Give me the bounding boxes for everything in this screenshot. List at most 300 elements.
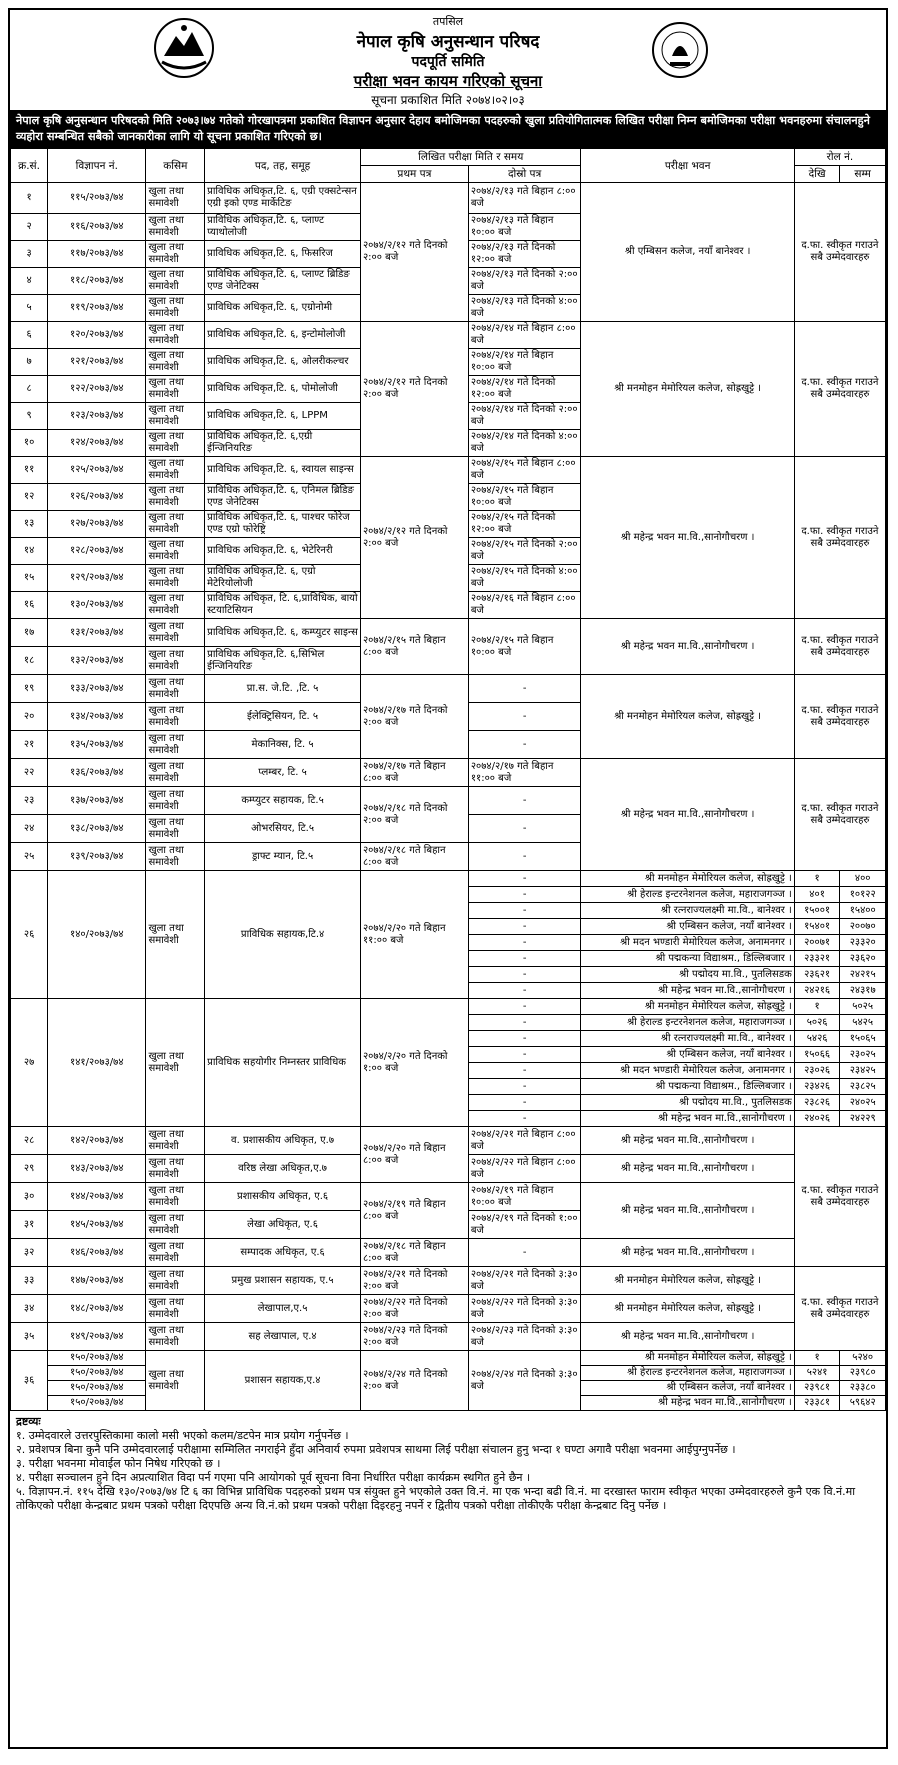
second-paper-date: २०७४/२/१३ गते दिनको १२:०० बजे	[468, 241, 581, 268]
row-adv: १३०/२०७३/७४	[48, 592, 146, 619]
notes-section	[10, 1411, 886, 1517]
row-adv: १४९/२०७३/७४	[48, 1323, 146, 1351]
col-venue: परीक्षा भवन	[581, 149, 794, 183]
table-row	[11, 871, 886, 887]
row-post: प्राविधिक अधिकृत,टि. ६, LPPM	[205, 403, 361, 430]
row-sn: १८	[11, 647, 48, 675]
first-paper-date: २०७४/२/१८ गते दिनको २:०० बजे	[360, 787, 468, 843]
row-type: खुला तथा समावेशी	[146, 1351, 205, 1411]
col-first: प्रथम पत्र	[360, 166, 468, 183]
row-type: खुला तथा समावेशी	[146, 538, 205, 565]
second-paper-date: २०७४/२/२३ गते दिनको ३:३० बजे	[468, 1323, 581, 1351]
committee-title: पदपूर्ति समिति	[411, 54, 485, 70]
roll-from: २३३२१	[794, 951, 840, 967]
second-paper-date: -	[468, 1047, 581, 1063]
row-adv: १४३/२०७३/७४	[48, 1155, 146, 1183]
second-paper-date: -	[468, 1031, 581, 1047]
roll-to: ४००	[840, 871, 886, 887]
roll-from: १	[794, 999, 840, 1015]
row-adv: १३७/२०७३/७४	[48, 787, 146, 815]
roll-to: २४०२५	[840, 1095, 886, 1111]
row-type: खुला तथा समावेशी	[146, 241, 205, 268]
row-post: प्राविधिक अधिकृत,टि. ६, इन्टोमोलोजी	[205, 322, 361, 349]
roll-to: २३३८०	[840, 1381, 886, 1396]
venue: श्री एम्बिसन कलेज, नयाँ बानेश्वर ।	[581, 1047, 794, 1063]
row-post: ओभरसियर, टि.५	[205, 815, 361, 843]
col-to: सम्म	[840, 166, 886, 183]
row-adv: १३९/२०७३/७४	[48, 843, 146, 871]
roll-to: २३६२०	[840, 951, 886, 967]
col-roll: रोल नं.	[794, 149, 885, 166]
row-adv: १५०/२०७३/७४	[48, 1351, 146, 1366]
second-paper-date: -	[468, 1095, 581, 1111]
second-paper-date: २०७४/२/१३ गते दिनको ४:०० बजे	[468, 295, 581, 322]
row-post: लेखा अधिकृत, ए.६	[205, 1211, 361, 1239]
second-paper-date: -	[468, 1063, 581, 1079]
roll-range: द.फा. स्वीकृत गराउने सबै उम्मेदवारहरु	[794, 322, 885, 457]
row-sn: ९	[11, 403, 48, 430]
col-from: देखि	[794, 166, 840, 183]
row-post: प्राविधिक अधिकृत,टि. ६, एग्री एक्सटेन्सन एग्री इको एण्ड मार्केटिङ	[205, 183, 361, 214]
roll-from: २३४२६	[794, 1079, 840, 1095]
second-paper-date: -	[468, 903, 581, 919]
header-top: तपसिल	[432, 15, 464, 28]
col-sn: क्र.सं.	[11, 149, 48, 183]
row-type: खुला तथा समावेशी	[146, 322, 205, 349]
row-adv: १३३/२०७३/७४	[48, 675, 146, 703]
table-row	[11, 1183, 886, 1211]
first-paper-date: २०७४/२/२४ गते दिनको २:०० बजे	[360, 1351, 468, 1411]
row-type: खुला तथा समावेशी	[146, 759, 205, 787]
row-type: खुला तथा समावेशी	[146, 1239, 205, 1267]
row-sn: १०	[11, 430, 48, 457]
row-type: खुला तथा समावेशी	[146, 183, 205, 214]
row-adv: १३५/२०७३/७४	[48, 731, 146, 759]
row-post: प्राविधिक अधिकृत,टि. ६, एग्रोनोमी	[205, 295, 361, 322]
second-paper-date: -	[468, 999, 581, 1015]
roll-range: द.फा. स्वीकृत गराउने सबै उम्मेदवारहरु	[794, 759, 885, 871]
roll-to: २३३२०	[840, 935, 886, 951]
roll-from: १५४०१	[794, 919, 840, 935]
second-paper-date: २०७४/२/१४ गते दिनको १२:०० बजे	[468, 376, 581, 403]
row-post: सह लेखापाल, ए.४	[205, 1323, 361, 1351]
row-type: खुला तथा समावेशी	[146, 815, 205, 843]
row-post: प्राविधिक अधिकृत,टि. ६, फिसरिज	[205, 241, 361, 268]
row-adv: ११९/२०७३/७४	[48, 295, 146, 322]
row-adv: १२६/२०७३/७४	[48, 484, 146, 511]
roll-from: २३९८१	[794, 1381, 840, 1396]
row-sn: १९	[11, 675, 48, 703]
roll-to: २३९८०	[840, 1366, 886, 1381]
roll-to: २३४२५	[840, 1063, 886, 1079]
notice-page	[8, 8, 888, 1749]
first-paper-date: २०७४/२/१२ गते दिनको २:०० बजे	[360, 183, 468, 322]
first-paper-date: २०७४/२/२० गते दिनको १:०० बजे	[360, 999, 468, 1127]
roll-to: २३८२५	[840, 1079, 886, 1095]
row-sn: २७	[11, 999, 48, 1127]
second-paper-date: -	[468, 731, 581, 759]
second-paper-date: -	[468, 1111, 581, 1127]
second-paper-date: २०७४/२/१५ गते बिहान १०:०० बजे	[468, 484, 581, 511]
second-paper-date: -	[468, 951, 581, 967]
roll-range: द.फा. स्वीकृत गराउने सबै उम्मेदवारहरु	[794, 619, 885, 675]
venue: श्री पद्मोदय मा.वि., पुतलिसडक	[581, 967, 794, 983]
second-paper-date: २०७४/२/२४ गते दिनको ३:३० बजे	[468, 1351, 581, 1411]
row-adv: १४८/२०७३/७४	[48, 1295, 146, 1323]
row-sn: ४	[11, 268, 48, 295]
row-type: खुला तथा समावेशी	[146, 376, 205, 403]
row-type: खुला तथा समावेशी	[146, 457, 205, 484]
second-paper-date: २०७४/२/१५ गते बिहान ८:०० बजे	[468, 457, 581, 484]
second-paper-date: २०७४/२/२२ गते बिहान ८:०० बजे	[468, 1155, 581, 1183]
venue: श्री महेन्द्र भवन मा.वि.,सानोगौचरण ।	[581, 457, 794, 619]
second-paper-date: -	[468, 703, 581, 731]
row-adv: १२२/२०७३/७४	[48, 376, 146, 403]
row-post: प्रमुख प्रशासन सहायक, ए.५	[205, 1267, 361, 1295]
row-sn: २३	[11, 787, 48, 815]
note-item: २. प्रवेशपत्र बिना कुनै पनि उम्मेदवारलाई परीक्षामा सम्मिलित नगराईने हुँदा अनिवार्य रुपमा प्रवेशपत्र साथमा लिई परीक्षा संचालन हुनु भन्दा १ घण्टा अगावै परीक्षा भवनमा आईपुग्नुपर्नेछ ।	[16, 1443, 736, 1456]
row-adv: १२९/२०७३/७४	[48, 565, 146, 592]
second-paper-date: २०७४/२/१४ गते दिनको २:०० बजे	[468, 403, 581, 430]
venue: श्री पद्मोदय मा.वि., पुतलिसडक	[581, 1095, 794, 1111]
second-paper-date: -	[468, 1239, 581, 1267]
venue: श्री मनमोहन मेमोरियल कलेज, सोह्रखुट्टे ।	[581, 1295, 794, 1323]
venue: श्री मनमोहन मेमोरियल कलेज, सोह्रखुट्टे ।	[581, 1267, 794, 1295]
second-paper-date: २०७४/२/१३ गते बिहान १०:०० बजे	[468, 214, 581, 241]
row-sn: १	[11, 183, 48, 214]
row-sn: ३	[11, 241, 48, 268]
second-paper-date: २०७४/२/१४ गते बिहान ८:०० बजे	[468, 322, 581, 349]
row-adv: ११७/२०७३/७४	[48, 241, 146, 268]
venue: श्री रत्नराज्यलक्ष्मी मा.वि., बानेश्वर ।	[581, 1031, 794, 1047]
row-sn: ८	[11, 376, 48, 403]
row-type: खुला तथा समावेशी	[146, 484, 205, 511]
row-sn: २५	[11, 843, 48, 871]
first-paper-date: २०७४/२/१८ गते बिहान ८:०० बजे	[360, 843, 468, 871]
row-sn: ७	[11, 349, 48, 376]
row-sn: २	[11, 214, 48, 241]
second-paper-date: -	[468, 887, 581, 903]
table-row	[11, 1267, 886, 1295]
table-row	[11, 1239, 886, 1267]
col-adv: विज्ञापन नं.	[48, 149, 146, 183]
table-row	[11, 457, 886, 484]
roll-to: १५४००	[840, 903, 886, 919]
row-adv: ११५/२०७३/७४	[48, 183, 146, 214]
row-adv: १३६/२०७३/७४	[48, 759, 146, 787]
table-row	[11, 183, 886, 214]
venue: श्री मनमोहन मेमोरियल कलेज, सोह्रखुट्टे ।	[581, 871, 794, 887]
row-sn: २२	[11, 759, 48, 787]
first-paper-date: २०७४/२/२० गते बिहान ८:०० बजे	[360, 1127, 468, 1183]
second-paper-date: २०७४/२/१३ गते दिनको २:०० बजे	[468, 268, 581, 295]
row-post: प्राविधिक अधिकृत,टि. ६, प्लाण्ट ब्रिडिङ एण्ड जेनेटिक्स	[205, 268, 361, 295]
row-type: खुला तथा समावेशी	[146, 295, 205, 322]
row-sn: २९	[11, 1155, 48, 1183]
row-post: कम्प्युटर सहायक, टि.५	[205, 787, 361, 815]
row-type: खुला तथा समावेशी	[146, 731, 205, 759]
row-sn: २१	[11, 731, 48, 759]
roll-range: द.फा. स्वीकृत गराउने सबै उम्मेदवारहरु	[794, 183, 885, 322]
second-paper-date: -	[468, 787, 581, 815]
venue: श्री हेराल्ड इन्टरनेशनल कलेज, महाराजगञ्ज ।	[581, 887, 794, 903]
second-paper-date: २०७४/२/१४ गते दिनको ४:०० बजे	[468, 430, 581, 457]
roll-to: १५०६५	[840, 1031, 886, 1047]
table-row	[11, 619, 886, 647]
venue: श्री महेन्द्र भवन मा.वि.,सानोगौचरण ।	[581, 1239, 794, 1267]
row-adv: १५०/२०७३/७४	[48, 1396, 146, 1411]
row-adv: १३४/२०७३/७४	[48, 703, 146, 731]
row-sn: ३४	[11, 1295, 48, 1323]
first-paper-date: २०७४/२/२० गते बिहान ११:०० बजे	[360, 871, 468, 999]
second-paper-date: -	[468, 983, 581, 999]
first-paper-date: २०७४/२/१२ गते दिनको २:०० बजे	[360, 322, 468, 457]
venue: श्री महेन्द्र भवन मा.वि.,सानोगौचरण ।	[581, 759, 794, 871]
second-paper-date: २०७४/२/२१ गते दिनको ३:३० बजे	[468, 1267, 581, 1295]
second-paper-date: -	[468, 967, 581, 983]
row-type: खुला तथा समावेशी	[146, 1183, 205, 1211]
row-post: प्राविधिक अधिकृत,टि. ६, कम्प्युटर साइन्स	[205, 619, 361, 647]
row-adv: १३२/२०७३/७४	[48, 647, 146, 675]
row-post: प्राविधिक अधिकृत, टि. ६,प्राविधिक, बायो स्टयाटिसियन	[205, 592, 361, 619]
row-post: प्रशासकीय अधिकृत, ए.६	[205, 1183, 361, 1211]
second-paper-date: २०७४/२/१४ गते बिहान १०:०० बजे	[468, 349, 581, 376]
row-adv: १२४/२०७३/७४	[48, 430, 146, 457]
row-post: लेखापाल,ए.५	[205, 1295, 361, 1323]
note-item: ४. परीक्षा सञ्चालन हुने दिन अप्रत्याशित विदा पर्न गएमा पनि आयोगको पूर्व सूचना विना निर्धारित परीक्षा कार्यक्रम स्थगित हुने छैन ।	[16, 1471, 531, 1484]
first-paper-date: २०७४/२/२३ गते दिनको २:०० बजे	[360, 1323, 468, 1351]
row-type: खुला तथा समावेशी	[146, 1323, 205, 1351]
roll-from: २४२१६	[794, 983, 840, 999]
row-post: प्राविधिक अधिकृत,टि. ६,एग्री ईन्जिनियरिङ	[205, 430, 361, 457]
row-type: खुला तथा समावेशी	[146, 1211, 205, 1239]
row-post: ड्राफ्ट म्यान, टि.५	[205, 843, 361, 871]
venue: श्री रत्नराज्यलक्ष्मी मा.वि., बानेश्वर ।	[581, 903, 794, 919]
row-post: व. प्रशासकीय अधिकृत, ए.७	[205, 1127, 361, 1155]
roll-from: १५००१	[794, 903, 840, 919]
row-sn: ३२	[11, 1239, 48, 1267]
roll-from: १	[794, 871, 840, 887]
table-row	[11, 1323, 886, 1351]
roll-from: १	[794, 1351, 840, 1366]
venue: श्री पद्मकन्या विद्याश्रम., डिल्लिबजार ।	[581, 1079, 794, 1095]
second-paper-date: २०७४/२/१५ गते बिहान १०:०० बजे	[468, 619, 581, 675]
venue: श्री मदन भण्डारी मेमोरियल कलेज, अनामनगर ।	[581, 935, 794, 951]
row-sn: ३६	[11, 1351, 48, 1411]
row-adv: १४७/२०७३/७४	[48, 1267, 146, 1295]
publish-date: सूचना प्रकाशित मिति २०७४।०२।०३	[371, 93, 525, 107]
first-paper-date: २०७४/२/१८ गते बिहान ८:०० बजे	[360, 1239, 468, 1267]
roll-from: २३०२६	[794, 1063, 840, 1079]
venue: श्री महेन्द्र भवन मा.वि.,सानोगौचरण ।	[581, 1127, 794, 1155]
row-adv: १४५/२०७३/७४	[48, 1211, 146, 1239]
first-paper-date: २०७४/२/१७ गते दिनको २:०० बजे	[360, 675, 468, 759]
row-adv: १४६/२०७३/७४	[48, 1239, 146, 1267]
row-adv: ११८/२०७३/७४	[48, 268, 146, 295]
col-type: कसिम	[146, 149, 205, 183]
roll-to: ५४२५	[840, 1015, 886, 1031]
row-type: खुला तथा समावेशी	[146, 268, 205, 295]
notice-banner: नेपाल कृषि अनुसन्धान परिषदको मिति २०७३।७४ गतेको गोरखापत्रमा प्रकाशित विज्ञापन अनुसार देहाय बमोजिमका पदहरुको खुला प्रतियोगितात्मक लिखित परीक्षा निम्न बमोजिमका परीक्षा भवनहरुमा संचालनहुने व्यहोरा सम्बन्धित सबैको जानकारीका लागि यो सूचना प्रकाशित गरिएको छ।	[10, 110, 886, 148]
row-type: खुला तथा समावेशी	[146, 511, 205, 538]
venue: श्री मनमोहन मेमोरियल कलेज, सोह्रखुट्टे ।	[581, 322, 794, 457]
row-adv: १४४/२०७३/७४	[48, 1183, 146, 1211]
roll-from: १५०६६	[794, 1047, 840, 1063]
row-sn: ३३	[11, 1267, 48, 1295]
row-type: खुला तथा समावेशी	[146, 703, 205, 731]
row-type: खुला तथा समावेशी	[146, 1295, 205, 1323]
venue: श्री हेराल्ड इन्टरनेशनल कलेज, महाराजगञ्ज ।	[581, 1015, 794, 1031]
second-paper-date: २०७४/२/१३ गते बिहान ८:०० बजे	[468, 183, 581, 214]
row-post: प्राविधिक अधिकृत,टि. ६, स्वायल साइन्स	[205, 457, 361, 484]
row-adv: १३८/२०७३/७४	[48, 815, 146, 843]
second-paper-date: -	[468, 1079, 581, 1095]
row-type: खुला तथा समावेशी	[146, 787, 205, 815]
venue: श्री मदन भण्डारी मेमोरियल कलेज, अनामनगर ।	[581, 1063, 794, 1079]
first-paper-date: २०७४/२/२१ गते दिनको २:०० बजे	[360, 1267, 468, 1295]
row-post: प्राविधिक अधिकृत,टि. ६, एग्रो मेटेरियोलोजी	[205, 565, 361, 592]
second-paper-date: २०७४/२/१९ गते बिहान १०:०० बजे	[468, 1183, 581, 1211]
notice-header	[10, 10, 886, 110]
note-item: ५. विज्ञापन.नं. ११५ देखि १३०/२०७३/७४ टि ६ का विभिन्न प्राविधिक पदहरुको प्रथम पत्र संयुक्त हुने भएकोले उक्त वि.नं. मा एक भन्दा बढी वि.नं. मा दरखास्त फाराम स्वीकृत भएका उम्मेदवारहरुले कुनै एक वि.नं.मा तोकिएको परीक्षा केन्द्रबाट प्रथम पत्रको परीक्षा दिएपछि अन्य वि.नं.को प्रथम पत्रको परीक्षा दिइरहनु नपर्ने र द्वितीय पत्रको परीक्षा तोकीएकै परीक्षा केन्द्रबाट दिनु पर्नेछ ।	[16, 1485, 856, 1512]
row-post: प्राविधिक अधिकृत,टि. ६, पाश्चर फोरेज एण्ड एग्रो फोरेष्ट्रि	[205, 511, 361, 538]
second-paper-date: -	[468, 843, 581, 871]
row-adv: १४०/२०७३/७४	[48, 871, 146, 999]
table-row	[11, 1295, 886, 1323]
venue: श्री महेन्द्र भवन मा.वि.,सानोगौचरण ।	[581, 1155, 794, 1183]
venue: श्री महेन्द्र भवन मा.वि.,सानोगौचरण ।	[581, 1323, 794, 1351]
second-paper-date: -	[468, 815, 581, 843]
venue: श्री महेन्द्र भवन मा.वि.,सानोगौचरण ।	[581, 1396, 794, 1411]
venue: श्री पद्मकन्या विद्याश्रम., डिल्लिबजार ।	[581, 951, 794, 967]
roll-range: द.फा. स्वीकृत गराउने सबै उम्मेदवारहरु	[794, 675, 885, 759]
row-post: प्राविधिक अधिकृत,टि. ६, पोमोलोजी	[205, 376, 361, 403]
row-type: खुला तथा समावेशी	[146, 843, 205, 871]
roll-range: द.फा. स्वीकृत गराउने सबै उम्मेदवारहरु	[794, 1127, 885, 1267]
first-paper-date: २०७४/२/२२ गते दिनको २:०० बजे	[360, 1295, 468, 1323]
roll-from: २३८२६	[794, 1095, 840, 1111]
row-type: खुला तथा समावेशी	[146, 1127, 205, 1155]
row-post: प्लम्बर, टि. ५	[205, 759, 361, 787]
notes-title: द्रष्टव्यः	[16, 1415, 41, 1428]
row-type: खुला तथा समावेशी	[146, 675, 205, 703]
venue: श्री हेराल्ड इन्टरनेशनल कलेज, महाराजगञ्ज ।	[581, 1366, 794, 1381]
row-sn: २४	[11, 815, 48, 843]
first-paper-date: २०७४/२/१९ गते बिहान ८:०० बजे	[360, 1183, 468, 1239]
table-row	[11, 322, 886, 349]
row-adv: १३१/२०७३/७४	[48, 619, 146, 647]
row-adv: १५०/२०७३/७४	[48, 1366, 146, 1381]
second-paper-date: -	[468, 1015, 581, 1031]
row-sn: ११	[11, 457, 48, 484]
narc-logo-icon	[650, 20, 710, 80]
row-adv: १२३/२०७३/७४	[48, 403, 146, 430]
row-type: खुला तथा समावेशी	[146, 647, 205, 675]
row-sn: ५	[11, 295, 48, 322]
row-post: वरिष्ठ लेखा अधिकृत,ए.७	[205, 1155, 361, 1183]
row-type: खुला तथा समावेशी	[146, 403, 205, 430]
second-paper-date: २०७४/२/१९ गते दिनको १:०० बजे	[468, 1211, 581, 1239]
table-row	[11, 675, 886, 703]
row-sn: १२	[11, 484, 48, 511]
row-sn: २०	[11, 703, 48, 731]
row-sn: ६	[11, 322, 48, 349]
row-type: खुला तथा समावेशी	[146, 214, 205, 241]
row-post: प्राविधिक अधिकृत,टि. ६, ओलरीकल्चर	[205, 349, 361, 376]
table-row	[11, 759, 886, 787]
table-row	[11, 1351, 886, 1366]
second-paper-date: २०७४/२/१७ गते बिहान ११:०० बजे	[468, 759, 581, 787]
row-sn: १४	[11, 538, 48, 565]
second-paper-date: -	[468, 871, 581, 887]
row-adv: १२०/२०७३/७४	[48, 322, 146, 349]
row-type: खुला तथा समावेशी	[146, 871, 205, 999]
row-sn: १६	[11, 592, 48, 619]
row-post: प्रशासन सहायक,ए.४	[205, 1351, 361, 1411]
roll-range: द.फा. स्वीकृत गराउने सबै उम्मेदवारहरु	[794, 457, 885, 619]
roll-to: २४२१५	[840, 967, 886, 983]
roll-from: ५४२६	[794, 1031, 840, 1047]
roll-to: २३०२५	[840, 1047, 886, 1063]
row-type: खुला तथा समावेशी	[146, 1267, 205, 1295]
first-paper-date: २०७४/२/१७ गते बिहान ८:०० बजे	[360, 759, 468, 787]
row-type: खुला तथा समावेशी	[146, 1155, 205, 1183]
col-second: दोस्रो पत्र	[468, 166, 581, 183]
row-post: प्रा.स. जे.टि. ,टि. ५	[205, 675, 361, 703]
row-sn: १७	[11, 619, 48, 647]
roll-from: ५०२६	[794, 1015, 840, 1031]
roll-to: ५९६४२	[840, 1396, 886, 1411]
row-type: खुला तथा समावेशी	[146, 430, 205, 457]
row-post: प्राविधिक अधिकृत,टि. ६, भेटेरिनरी	[205, 538, 361, 565]
roll-from: २००७१	[794, 935, 840, 951]
row-post: ईलेक्ट्रिसियन, टि. ५	[205, 703, 361, 731]
venue: श्री महेन्द्र भवन मा.वि.,सानोगौचरण ।	[581, 619, 794, 675]
second-paper-date: -	[468, 935, 581, 951]
roll-from: ४०१	[794, 887, 840, 903]
venue: श्री महेन्द्र भवन मा.वि.,सानोगौचरण ।	[581, 983, 794, 999]
row-post: मेकानिक्स, टि. ५	[205, 731, 361, 759]
row-type: खुला तथा समावेशी	[146, 565, 205, 592]
note-item: ३. परीक्षा भवनमा मोवाईल फोन निषेध गरिएको छ ।	[16, 1457, 221, 1470]
table-body	[11, 183, 886, 1411]
second-paper-date: २०७४/२/२१ गते बिहान ८:०० बजे	[468, 1127, 581, 1155]
roll-to: २४२२९	[840, 1111, 886, 1127]
venue: श्री मनमोहन मेमोरियल कलेज, सोह्रखुट्टे ।	[581, 1351, 794, 1366]
row-adv: १२१/२०७३/७४	[48, 349, 146, 376]
note-item: १. उम्मेदवारले उत्तरपुस्तिकामा कालो मसी भएको कलम/डटपेन मात्र प्रयोग गर्नुपर्नेछ ।	[16, 1429, 349, 1442]
table-row	[11, 999, 886, 1015]
second-paper-date: २०७४/२/२२ गते दिनको ३:३० बजे	[468, 1295, 581, 1323]
roll-to: ५२४०	[840, 1351, 886, 1366]
col-exam: लिखित परीक्षा मिति र समय	[360, 149, 581, 166]
org-title: नेपाल कृषि अनुसन्धान परिषद	[356, 32, 540, 52]
venue: श्री एम्बिसन कलेज, नयाँ बानेश्वर ।	[581, 183, 794, 322]
row-type: खुला तथा समावेशी	[146, 619, 205, 647]
row-post: प्राविधिक अधिकृत,टि. ६,सिभिल ईन्जिनियरिङ	[205, 647, 361, 675]
second-paper-date: २०७४/२/१५ गते दिनको २:०० बजे	[468, 538, 581, 565]
venue: श्री एम्बिसन कलेज, नयाँ बानेश्वर ।	[581, 1381, 794, 1396]
row-post: प्राविधिक सहायक,टि.४	[205, 871, 361, 999]
row-sn: ३१	[11, 1211, 48, 1239]
col-post: पद, तह, समूह	[205, 149, 361, 183]
notice-title: परीक्षा भवन कायम गरिएको सूचना	[353, 72, 543, 90]
row-type: खुला तथा समावेशी	[146, 592, 205, 619]
row-sn: १३	[11, 511, 48, 538]
roll-to: ५०२५	[840, 999, 886, 1015]
roll-to: २४३१७	[840, 983, 886, 999]
first-paper-date: २०७४/२/१५ गते बिहान ८:०० बजे	[360, 619, 468, 675]
